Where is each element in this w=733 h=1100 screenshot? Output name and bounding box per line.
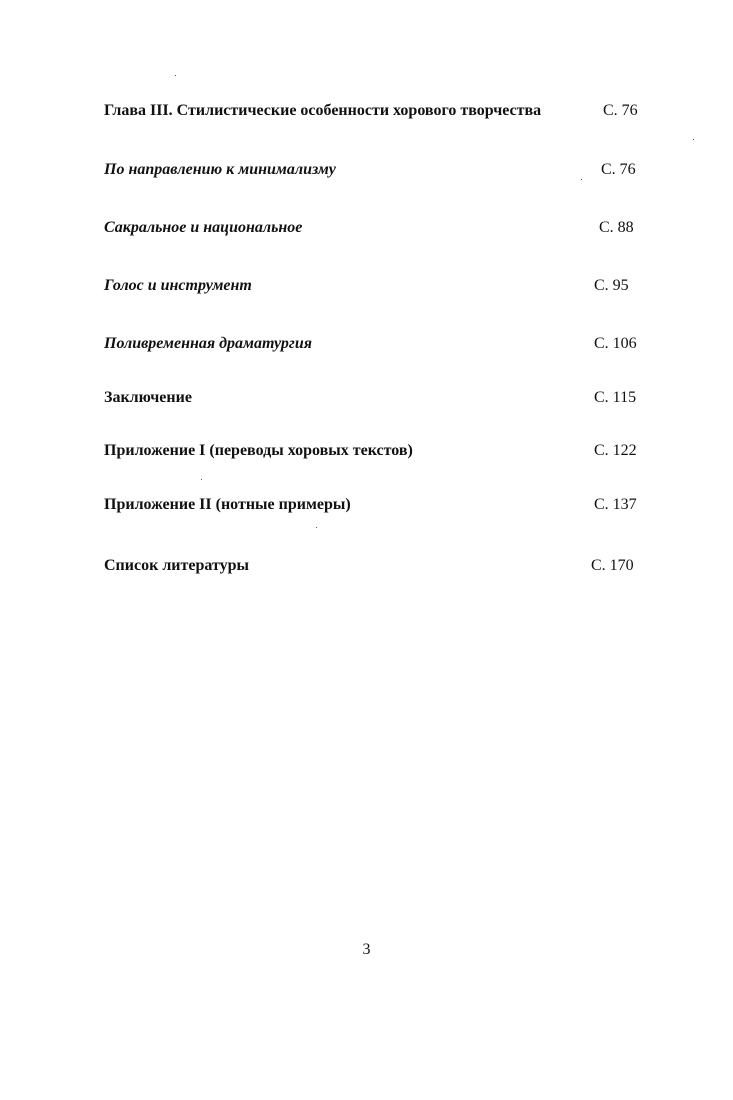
page-number: 3 — [362, 941, 371, 958]
toc-entry-title: Глава III. Стилистические особенности хорового творчества — [104, 102, 542, 119]
scan-speck — [175, 75, 176, 76]
toc-entry-page: С. 106 — [594, 335, 637, 352]
toc-entry-title: Приложение I (переводы хоровых текстов) — [104, 442, 413, 459]
toc-entry-title: Сакральное и национальное — [104, 219, 303, 236]
toc-entry-page: С. 122 — [594, 442, 637, 459]
toc-entry-page: С. 95 — [594, 277, 629, 294]
toc-entry-page: С. 137 — [594, 496, 637, 513]
scan-speck — [316, 527, 317, 528]
toc-entry-bibliography — [0, 554, 733, 578]
toc-entry-page: С. 170 — [591, 557, 634, 574]
toc-entry-title: Голос и инструмент — [104, 277, 252, 294]
toc-entry-appendix-2 — [0, 493, 733, 517]
toc-entry-title: Поливременная драматургия — [104, 335, 312, 352]
toc-entry-title: Приложение II (нотные примеры) — [104, 496, 351, 513]
toc-entry-voice-instrument — [0, 274, 733, 298]
toc-entry-title: Список литературы — [104, 557, 249, 574]
toc-entry-appendix-1 — [0, 439, 733, 463]
toc-entry-page: С. 88 — [599, 219, 634, 236]
toc-entry-sacred-national — [0, 216, 733, 240]
toc-entry-page: С. 76 — [601, 161, 636, 178]
scan-speck — [201, 479, 202, 480]
toc-entry-title: По направлению к минимализму — [104, 161, 336, 178]
scan-speck — [581, 179, 582, 180]
toc-entry-polytemporal — [0, 332, 733, 356]
toc-entry-chapter-3 — [0, 99, 733, 123]
toc-entry-title: Заключение — [104, 389, 192, 406]
scan-speck — [693, 139, 694, 140]
toc-entry-page: С. 76 — [603, 102, 638, 119]
toc-entry-page: С. 115 — [594, 389, 637, 406]
toc-entry-conclusion — [0, 386, 733, 410]
toc-entry-minimalism — [0, 158, 733, 182]
